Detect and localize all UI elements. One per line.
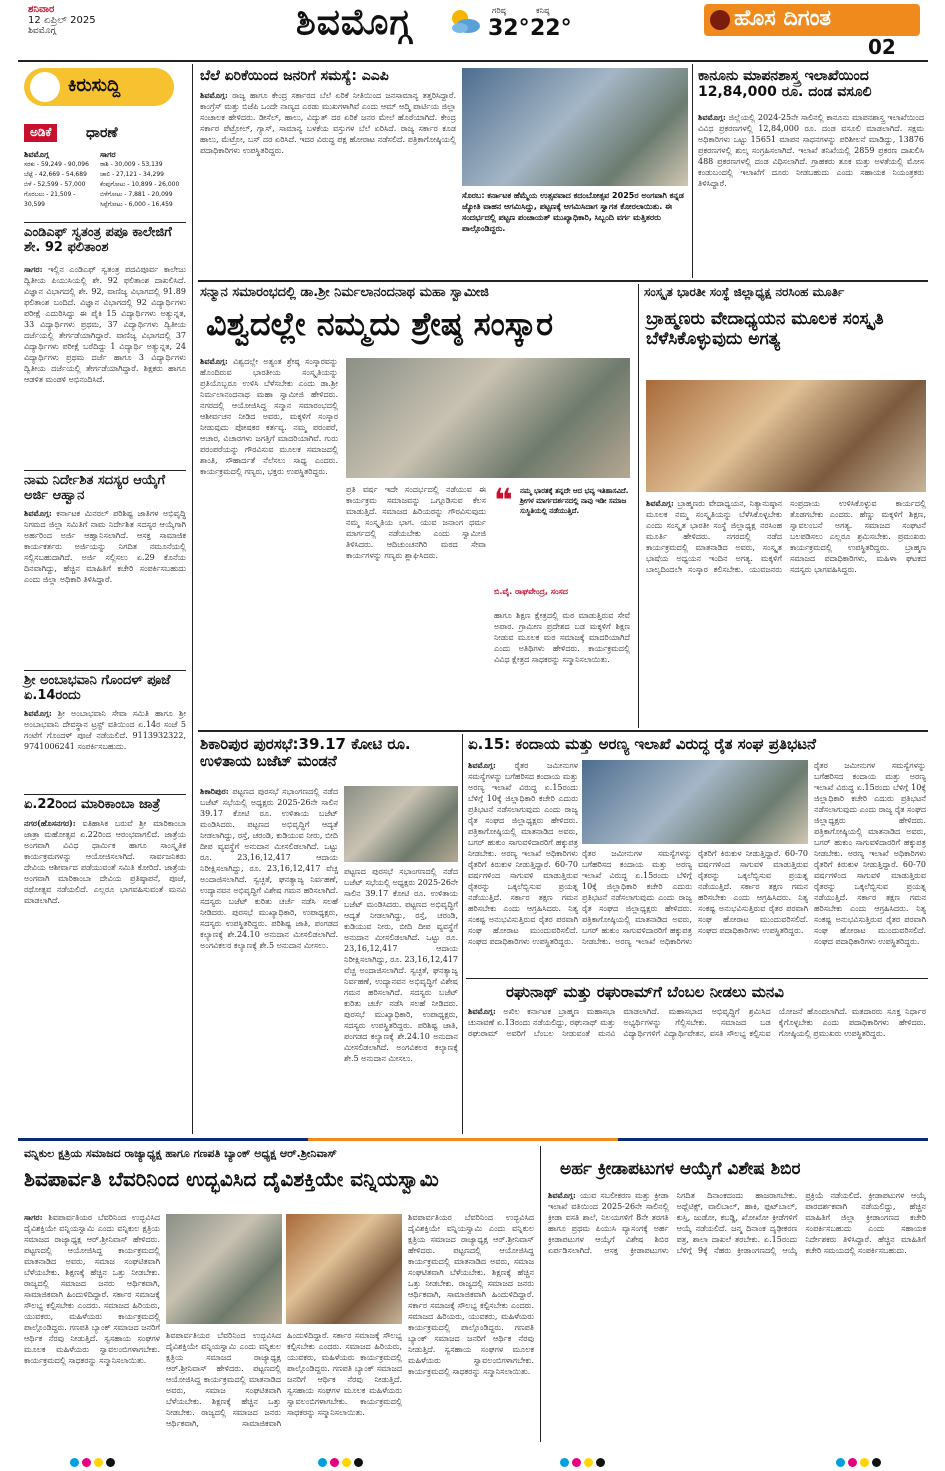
s2-text: ಜಿಲ್ಲೆಯಲ್ಲಿ 2024-25ನೇ ಸಾಲಿನಲ್ಲಿ ಕಾನೂನು ಮಾಪನಶಾಸ್ತ್ರ ಇಲಾಖೆಯಿಂದ ವಿವಿಧ ಪ್ರಕರಣಗಳಲ್ಲಿ 12,84,000 ರೂ. ದಂಡ ವಸೂಲಿ ಮಾಡಲಾಗಿದೆ. ಸಕ್ಷಮ ಅಧಿಕಾರಿಗಳು ಒಟ್ಟು 15651 ಮಾಪನ ಸಾಧನಗಳನ್ನು ಪರಿಶೀಲನೆ ಮಾಡಿದ್ದು, 13876 ಪ್ರಕರಣಗಳಲ್ಲಿ ಶುಲ್ಕ ಸಂಗ್ರಹಿಸಲಾಗಿದೆ. ಇಲಾಖೆ ತನಿಖೆಯಲ್ಲಿ 2859 ಪ್ರಕರಣ ದಾಖಲಿಸಿ 488 ಪ್ರಕರಣಗಳಲ್ಲಿ ದಂಡ ವಿಧಿಸಲಾಗಿದೆ. ಗ್ರಾಹಕರು ತೂಕ ಮತ್ತು ಅಳತೆಯಲ್ಲಿ ಮೋಸ ಕಂಡುಬಂದಲ್ಲಿ ಇಲಾಖೆಗೆ ದೂರು ನೀಡಬಹುದು ಎಂದು ಸಹಾಯಕ ನಿಯಂತ್ರಕರು ತಿಳಿಸಿದ್ದಾರೆ. [698, 113, 924, 188]
adike-header [24, 124, 174, 144]
paper-name: ಹೊಸ ದಿಗಂತ [734, 6, 832, 31]
cmyk-dot [106, 1458, 115, 1467]
sidebar-story2-place: ಶಿವಮೊಗ್ಗ: [24, 508, 52, 518]
cmyk-dot [872, 1458, 881, 1467]
masthead-date: 12 ಏಪ್ರಿಲ್ 2025 [28, 15, 96, 26]
cmyk-dot [318, 1458, 327, 1467]
farmers-place: ಶಿವಮೊಗ್ಗ: [468, 760, 496, 770]
temp-max-label: ಗರಿಷ್ಠ [492, 6, 506, 15]
masthead-title: ಶಿವಮೊಗ್ಗ [296, 2, 412, 43]
kannada-jyothi-photo [462, 68, 688, 186]
cmyk-marks-center [318, 1452, 366, 1471]
market-row: ಬಿಳೆಗೋಟು - 7,881 - 20,099 [100, 191, 173, 198]
market-row: ಸಿಪ್ಪೆಗೋಟು - 6,000 - 16,459 [100, 201, 173, 208]
partly-cloudy-icon [446, 6, 482, 36]
market-row: ರಾಶಿ - 30,009 - 53,139 [100, 161, 163, 168]
sidebar-rule [24, 794, 186, 795]
section-color-strip [308, 1138, 618, 1141]
sidebar-rule [24, 222, 186, 223]
lead-body-2 [346, 484, 486, 722]
cmyk-marks-left [70, 1452, 118, 1471]
lead-place: ಶಿವಮೊಗ್ಗ: [200, 356, 228, 366]
hand-icon [30, 72, 60, 102]
budget-place: ಶಿಕಾರಿಪುರ: [200, 786, 229, 796]
farmers-text: ರೈತರ ಜಮೀನುಗಳ ಸಮಸ್ಯೆಗಳನ್ನು ಬಗೆಹರಿಸದ ಕಂದಾಯ ಮತ್ತು ಅರಣ್ಯ ಇಲಾಖೆ ವಿರುದ್ಧ ಏ.15ರಂದು ಬೆಳಿಗ್ಗೆ 10ಕ್ಕೆ ಜಿಲ್ಲಾಧಿಕಾರಿ ಕಚೇರಿ ಎದುರು ಪ್ರತಿಭಟನೆ ನಡೆಸಲಾಗುವುದು ಎಂದು ರಾಜ್ಯ ರೈತ ಸಂಘದ ಜಿಲ್ಲಾಧ್ಯಕ್ಷರು ಹೇಳಿದರು. ಪತ್ರಿಕಾಗೋಷ್ಠಿಯಲ್ಲಿ ಮಾತನಾಡಿದ ಅವರು, ಬಗರ್ ಹುಕುಂ ಸಾಗುವಳಿದಾರರಿಗೆ ಹಕ್ಕುಪತ್ರ ನೀಡಬೇಕು. ಅರಣ್ಯ ಇಲಾಖೆ ಅಧಿಕಾರಿಗಳು ರೈತರಿಗೆ ಕಿರುಕುಳ ನೀಡುತ್ತಿದ್ದಾರೆ. 60-70 ವರ್ಷಗಳಿಂದ ಸಾಗುವಳಿ ಮಾಡುತ್ತಿರುವ ರೈತರನ್ನು ಒಕ್ಕಲೆಬ್ಬಿಸುವ ಪ್ರಯತ್ನ ನಡೆಯುತ್ತಿದೆ. ಸರ್ಕಾರ ತಕ್ಷಣ ಗಮನ ಹರಿಸಬೇಕು ಎಂದು ಆಗ್ರಹಿಸಿದರು. ನಿತ್ಯ ಸಂಕಷ್ಟ ಅನುಭವಿಸುತ್ತಿರುವ ರೈತರ ಪರವಾಗಿ ಸಂಘ ಹೋರಾಟ ಮುಂದುವರಿಸಲಿದೆ. ಸಂಘದ ಪದಾಧಿಕಾರಿಗಳು ಉಪಸ್ಥಿತರಿದ್ದರು. [468, 761, 578, 946]
sidebar-story4-place: ನಗರ(ಹೊಸನಗರ): [24, 818, 76, 828]
brahmin-kicker: ಸಂಸ್ಕೃತ ಭಾರತೀ ಸಂಸ್ಥೆ ಜಿಲ್ಲಾಧ್ಯಕ್ಷ ನರಸಿಂಹ ಮೂರ್ತಿ [644, 285, 845, 299]
cmyk-dot [354, 1458, 363, 1467]
budget-headline: ಶಿಕಾರಿಪುರ ಪುರಸಭೆ:39.17 ಕೋಟಿ ರೂ. ಉಳಿತಾಯ ಬಜೆಟ್ ಮಂಡನೆ [200, 735, 411, 771]
vanniyar-text: ಶಿವಪಾರ್ವತಿಯರ ಬೆವರಿನಿಂದ ಉದ್ಭವಿಸಿದ ದೈವಿಶಕ್ತಿಯೇ ವನ್ನಿಯಸ್ವಾಮಿ ಎಂದು ವನ್ನಿಕುಲ ಕ್ಷತ್ರಿಯ ಸಮಾಜದ ರಾಜ್ಯಾಧ್ಯಕ್ಷ ಆರ್.ಶ್ರೀನಿವಾಸ್ ಹೇಳಿದರು. ಪಟ್ಟಣದಲ್ಲಿ ಆಯೋಜಿಸಿದ್ದ ಕಾರ್ಯಕ್ರಮದಲ್ಲಿ ಮಾತನಾಡಿದ ಅವರು, ಸಮಾಜ ಸಂಘಟಿತವಾಗಿ ಬೆಳೆಯಬೇಕು. ಶಿಕ್ಷಣಕ್ಕೆ ಹೆಚ್ಚಿನ ಒತ್ತು ನೀಡಬೇಕು. ರಾಜ್ಯದಲ್ಲಿ ಸಮಾಜದ ಜನರು ಆರ್ಥಿಕವಾಗಿ, ಸಾಮಾಜಿಕವಾಗಿ ಹಿಂದುಳಿದಿದ್ದಾರೆ. ಸರ್ಕಾರ ಸಮಾಜಕ್ಕೆ ಸೌಲಭ್ಯ ಕಲ್ಪಿಸಬೇಕು ಎಂದರು. ಸಮಾಜದ ಹಿರಿಯರು, ಯುವಕರು, ಮಹಿಳೆಯರು ಕಾರ್ಯಕ್ರಮದಲ್ಲಿ ಪಾಲ್ಗೊಂಡಿದ್ದರು. ಗಣಪತಿ ಬ್ಯಾಂಕ್ ಸಮಾಜದ ಜನರಿಗೆ ಆರ್ಥಿಕ ನೆರವು ನೀಡುತ್ತಿದೆ. ಸ್ವಸಹಾಯ ಸಂಘಗಳ ಮೂಲಕ ಮಹಿಳೆಯರು ಸ್ವಾವಲಂಬಿಗಳಾಗಬೇಕು. ಕಾರ್ಯಕ್ರಮದಲ್ಲಿ ಸಾಧಕರನ್ನು ಸನ್ಮಾನಿಸಲಾಯಿತು. [24, 1213, 160, 1365]
adike-label: ಅಡಿಕೆ [24, 124, 57, 142]
vanniyar-kicker: ವನ್ನಿಕುಲ ಕ್ಷತ್ರಿಯ ಸಮಾಜದ ರಾಜ್ಯಾಧ್ಯಕ್ಷ ಹಾಗೂ ಗಣಪತಿ ಬ್ಯಾಂಕ್ ಅಧ್ಯಕ್ಷ ಆರ್.ಶ್ರೀನಿವಾಸ್ [24, 1147, 337, 1160]
lead-quote-box [494, 481, 630, 606]
s1-headline: ಬೆಲೆ ಏರಿಕೆಯಿಂದ ಜನರಿಗೆ ಸಮಸ್ಯೆ: ಎಎಪಿ [200, 68, 389, 84]
lead-text-2: ಪ್ರತಿ ವರ್ಷ ಇದೇ ಸಂದರ್ಭದಲ್ಲಿ ನಡೆಯುವ ಈ ಕಾರ್ಯಕ್ರಮ ಸಮಾಜವನ್ನು ಒಗ್ಗೂಡಿಸುವ ಕೆಲಸ ಮಾಡುತ್ತಿದೆ. ಸಮಾಜದ ಹಿರಿಯರನ್ನು ಗೌರವಿಸುವುದು ನಮ್ಮ ಸಂಸ್ಕೃತಿಯ ಭಾಗ. ಯುವ ಜನಾಂಗ ಧರ್ಮ ಮಾರ್ಗದಲ್ಲಿ ನಡೆಯಬೇಕು ಎಂದು ಸ್ವಾಮೀಜಿ ತಿಳಿಸಿದರು. ಆದಿಚುಂಚನಗಿರಿ ಮಠದ ಸೇವಾ ಕಾರ್ಯಗಳನ್ನು ಗಣ್ಯರು ಶ್ಲಾಘಿಸಿದರು. [346, 485, 486, 560]
column-divider [692, 64, 693, 278]
brahmin-text: ಬ್ರಾಹ್ಮಣರು ವೇದಾಧ್ಯಯನ, ನಿತ್ಯಾನುಷ್ಠಾನ ಮೂಲಕ ನಮ್ಮ ಸಂಸ್ಕೃತಿಯನ್ನು ಬೆಳೆಸಿಕೊಳ್ಳಬೇಕು ಎಂದು ಸಂಸ್ಕೃತ ಭಾರತೀ ಸಂಸ್ಥೆ ಜಿಲ್ಲಾಧ್ಯಕ್ಷ ನರಸಿಂಹ ಮೂರ್ತಿ ಹೇಳಿದರು. ನಗರದಲ್ಲಿ ನಡೆದ ಕಾರ್ಯಕ್ರಮದಲ್ಲಿ ಮಾತನಾಡಿದ ಅವರು, ಸಂಸ್ಕೃತ ಭಾಷೆಯ ಅಧ್ಯಯನ ಇಂದಿನ ಅಗತ್ಯ. ಮಕ್ಕಳಿಗೆ ಬಾಲ್ಯದಿಂದಲೇ ಸಂಸ್ಕಾರ ಕಲಿಸಬೇಕು. ಯುವಜನರು ಸಂಪ್ರದಾಯ ಉಳಿಸಿಕೊಳ್ಳುವ ಕಾರ್ಯದಲ್ಲಿ ತೊಡಗಬೇಕು ಎಂದರು. ಹೆಣ್ಣು ಮಕ್ಕಳಿಗೆ ಶಿಕ್ಷಣ, ಸ್ವಾವಲಂಬನೆ ಅಗತ್ಯ. ಸಮಾಜದ ಸಂಘಟನೆ ಬಲಪಡಿಸಲು ಎಲ್ಲರೂ ಶ್ರಮಿಸಬೇಕು. ಪ್ರಮುಖರು ಕಾರ್ಯಕ್ರಮದಲ್ಲಿ ಉಪಸ್ಥಿತರಿದ್ದರು. ಬ್ರಾಹ್ಮಣ ಸಮಾಜದ ಪದಾಧಿಕಾರಿಗಳು, ಮಹಿಳಾ ಘಟಕದ ಸದಸ್ಯರು ಭಾಗವಹಿಸಿದ್ದರು. [646, 499, 926, 574]
farmers-photo [582, 760, 808, 844]
market2-name: ಸಾಗರ [100, 150, 116, 159]
paper-logo [704, 4, 920, 36]
cmyk-dot [94, 1458, 103, 1467]
lead-headline: ವಿಶ್ವದಲ್ಲೇ ನಮ್ಮದು ಶ್ರೇಷ್ಠ ಸಂಸ್ಕಾರ [206, 305, 554, 343]
sidebar-story1-headline: ಎಂಡಿಎಫ್ ಸ್ವತಂತ್ರ ಪಪೂ ಕಾಲೇಜಿಗೆ ಶೇ. 92 ಫಲಿತಾಂಶ [24, 225, 172, 255]
sports-place: ಶಿವಮೊಗ್ಗ: [548, 1190, 576, 1200]
sidebar-story3-text: ಶ್ರೀ ಅಂಬಾಭವಾನಿ ಸೇವಾ ಸಮಿತಿ ಹಾಗೂ ಶ್ರೀ ಅಂಬಾಭವಾನಿ ದೇವಸ್ಥಾನ ಟ್ರಸ್ಟ್ ವತಿಯಿಂದ ಏ.14ರ ಸಂಜೆ 5 ಗಂಟೆಗೆ ಗೊಂದಳ್ ಪೂಜೆ ನಡೆಯಲಿದೆ. 9113932322, 9741006241 ಸಂಪರ್ಕಿಸಬಹುದು. [24, 709, 186, 751]
sidebar-story2-headline: ನಾಮ ನಿರ್ದೇಶಿತ ಸದಸ್ಯರ ಆಯ್ಕೆಗೆ ಅರ್ಜಿ ಆಹ್ವಾನ [24, 473, 166, 503]
sidebar-story3-headline: ಶ್ರೀ ಅಂಬಾಭವಾನಿ ಗೊಂದಳ್ ಪೂಜೆ ಏ.14ರಂದು [24, 673, 171, 703]
farmers-headline: ಏ.15: ಕಂದಾಯ ಮತ್ತು ಅರಣ್ಯ ಇಲಾಖೆ ವಿರುದ್ಧ ರೈತ ಸಂಘ ಪ್ರತಿಭಟನೆ [468, 735, 816, 753]
section-rule [198, 280, 928, 282]
sidebar-story2-text: ಕರ್ನಾಟಕ ಮಿನರಲ್ ಪರಿಶಿಷ್ಟ ಜಾತಿಗಳ ಅಭಿವೃದ್ಧಿ ನಿಗಮದ ಜಿಲ್ಲಾ ಸಮಿತಿಗೆ ನಾಮ ನಿರ್ದೇಶಿತ ಸದಸ್ಯರ ಆಯ್ಕೆಗಾಗಿ ಅರ್ಹರಿಂದ ಅರ್ಜಿ ಆಹ್ವಾನಿಸಲಾಗಿದೆ. ಆಸಕ್ತ ಸಾಮಾಜಿಕ ಕಾರ್ಯಕರ್ತರು ಅರ್ಜಿಯನ್ನು ನಿಗದಿತ ನಮೂನೆಯಲ್ಲಿ ಸಲ್ಲಿಸಬಹುದಾಗಿದೆ. ಅರ್ಜಿ ಸಲ್ಲಿಸಲು ಏ.29 ಕೊನೆಯ ದಿನವಾಗಿದ್ದು, ಹೆಚ್ಚಿನ ಮಾಹಿತಿಗೆ ಕಚೇರಿ ಸಂಪರ್ಕಿಸಬಹುದು ಎಂದು ಜಿಲ್ಲಾ ಅಧಿಕಾರಿ ತಿಳಿಸಿದ್ದಾರೆ. [24, 509, 186, 584]
budget-text-2: ಪಟ್ಟಣದ ಪುರಸಭೆ ಸಭಾಂಗಣದಲ್ಲಿ ನಡೆದ ಬಜೆಟ್ ಸಭೆಯಲ್ಲಿ ಅಧ್ಯಕ್ಷರು 2025-26ನೇ ಸಾಲಿನ 39.17 ಕೋಟಿ ರೂ. ಉಳಿತಾಯ ಬಜೆಟ್ ಮಂಡಿಸಿದರು. ಪಟ್ಟಣದ ಅಭಿವೃದ್ಧಿಗೆ ಆದ್ಯತೆ ನೀಡಲಾಗಿದ್ದು, ರಸ್ತೆ, ಚರಂಡಿ, ಕುಡಿಯುವ ನೀರು, ಬೀದಿ ದೀಪ ವ್ಯವಸ್ಥೆಗೆ ಅನುದಾನ ಮೀಸಲಿಡಲಾಗಿದೆ. ಒಟ್ಟು ರೂ. 23,16,12,417 ಆದಾಯ ನಿರೀಕ್ಷಿಸಲಾಗಿದ್ದು, ರೂ. 23,16,12,417 ವೆಚ್ಚ ಅಂದಾಜಿಸಲಾಗಿದೆ. ಸ್ವಚ್ಛತೆ, ಘನತ್ಯಾಜ್ಯ ನಿರ್ವಹಣೆ, ಉದ್ಯಾನವನ ಅಭಿವೃದ್ಧಿಗೆ ವಿಶೇಷ ಗಮನ ಹರಿಸಲಾಗಿದೆ. ಸದಸ್ಯರು ಬಜೆಟ್ ಕುರಿತು ಚರ್ಚೆ ನಡೆಸಿ ಸಲಹೆ ನೀಡಿದರು. ಪುರಸಭೆ ಮುಖ್ಯಾಧಿಕಾರಿ, ಉಪಾಧ್ಯಕ್ಷರು, ಸದಸ್ಯರು ಉಪಸ್ಥಿತರಿದ್ದರು. ಪರಿಶಿಷ್ಟ ಜಾತಿ, ಪಂಗಡದ ಕಲ್ಯಾಣಕ್ಕೆ ಶೇ.24.10 ಅನುದಾನ ಮೀಸಲಿಡಲಾಗಿದೆ. ಅಂಗವಿಕಲರ ಕಲ್ಯಾಣಕ್ಕೆ ಶೇ.5 ಅನುದಾನ ಮೀಸಲು. [344, 867, 458, 1063]
column-divider [462, 734, 463, 1134]
vanniyar-headline: ಶಿವಪಾರ್ವತಿ ಬೆವರಿನಿಂದ ಉದ್ಭವಿಸಿದ ದೈವಿಶಕ್ತಿಯೇ ವನ್ನಿಯಸ್ವಾಮಿ [24, 1167, 439, 1191]
masthead-day: ಶನಿವಾರ [28, 4, 55, 15]
s1-place: ಶಿವಮೊಗ್ಗ: [200, 90, 228, 100]
lead-quote-author: ಬಿ.ವೈ. ರಾಘವೇಂದ್ರ, ಸಂಸದ [494, 587, 568, 596]
market-row: ಕೆಂಪುಗೋಟು - 10,899 - 26,000 [100, 181, 180, 188]
budget-body [200, 786, 338, 1126]
budget-photo [344, 786, 458, 862]
temp-min-label: ಕನಿಷ್ಠ [536, 6, 550, 15]
column-divider [638, 284, 639, 728]
sidebar-story1-text: ಇಲ್ಲಿನ ಎಂಡಿಎಫ್ ಸ್ವತಂತ್ರ ಪದವಿಪೂರ್ವ ಕಾಲೇಜು ದ್ವಿತೀಯ ಪಿಯುಸಿಯಲ್ಲಿ ಶೇ. 92 ಫಲಿತಾಂಶ ದಾಖಲಿಸಿದೆ. ವಿಜ್ಞಾನ ವಿಭಾಗದಲ್ಲಿ ಶೇ. 92, ವಾಣಿಜ್ಯ ವಿಭಾಗದಲ್ಲಿ 91.89 ಫಲಿತಾಂಶ ಬಂದಿದೆ. ವಿಜ್ಞಾನ ವಿಭಾಗದಲ್ಲಿ 92 ವಿದ್ಯಾರ್ಥಿಗಳು ಪರೀಕ್ಷೆ ಎದುರಿಸಿದ್ದು ಈ ಪೈಕಿ 15 ವಿದ್ಯಾರ್ಥಿಗಳು ಅತ್ಯುನ್ನತ, 33 ವಿದ್ಯಾರ್ಥಿಗಳು ಪ್ರಥಮ, 37 ವಿದ್ಯಾರ್ಥಿಗಳು ದ್ವಿತೀಯ ದರ್ಜೆಯಲ್ಲಿ ತೇರ್ಗಡೆಯಾಗಿದ್ದಾರೆ. ವಾಣಿಜ್ಯ ವಿಭಾಗದಲ್ಲಿ 37 ವಿದ್ಯಾರ್ಥಿಗಳು ಪರೀಕ್ಷೆ ಬರೆದಿದ್ದು 1 ವಿದ್ಯಾರ್ಥಿ ಅತ್ಯುನ್ನತ, 24 ವಿದ್ಯಾರ್ಥಿಗಳು ಪ್ರಥಮ ದರ್ಜೆ ಹಾಗೂ 3 ವಿದ್ಯಾರ್ಥಿಗಳು ದ್ವಿತೀಯ ದರ್ಜೆಯಲ್ಲಿ ತೇರ್ಗಡೆಯಾಗಿದ್ದಾರೆ. ಶಿಕ್ಷಕರು ಹಾಗೂ ಆಡಳಿತ ಮಂಡಳಿ ಅಭಿನಂದಿಸಿದೆ. [24, 265, 186, 384]
cmyk-marks-right [560, 1452, 608, 1471]
cmyk-dot [572, 1458, 581, 1467]
column-divider [192, 64, 193, 1134]
sidebar-story4-text: ಐತಿಹಾಸಿಕ ಬರುವೆ ಶ್ರೀ ಮಾರಿಕಾಂಬಾ ಜಾತ್ರಾ ಮಹೋತ್ಸವ ಏ.22ರಿಂದ ಆರಂಭವಾಗಲಿದೆ. ಜಾತ್ರೆಯ ಅಂಗವಾಗಿ ವಿವಿಧ ಧಾರ್ಮಿಕ ಹಾಗೂ ಸಾಂಸ್ಕೃತಿಕ ಕಾರ್ಯಕ್ರಮಗಳನ್ನು ಆಯೋಜಿಸಲಾಗಿದೆ. ಸಾರ್ವಜನಿಕರು ದೇವಿಯ ಆಶೀರ್ವಾದ ಪಡೆಯುವಂತೆ ಸಮಿತಿ ಕೋರಿದೆ. ಜಾತ್ರೆಯ ಅಂಗವಾಗಿ ಮಾರಿಕಾಂಬಾ ದೇವಿಯ ಪ್ರತಿಷ್ಠಾಪನೆ, ಪೂಜೆ, ರಥೋತ್ಸವ ನಡೆಯಲಿದೆ. ಎಲ್ಲರೂ ಭಾಗವಹಿಸುವಂತೆ ಮನವಿ ಮಾಡಲಾಗಿದೆ. [24, 819, 186, 905]
kirusuddi-banner [24, 68, 174, 106]
s1-body [200, 90, 456, 276]
masthead-date-block [28, 4, 188, 36]
s1-photo-caption: ಸೊರಬ: ಕರ್ನಾಟಕ ಹೆಮ್ಮೆಯ ಉತ್ಸವವಾದ ಕದಂಬೋತ್ಸವ 2025ರ ಅಂಗವಾಗಿ ಕನ್ನಡ ಜ್ಯೋತಿ ವಾಹನ ಆಗಮಿಸಿದ್ದು, ಪಟ್ಟಣಕ್ಕೆ ಆಗಮಿಸಿದಾಗ ಸ್ವಾಗತ ಕೋರಲಾಯಿತು. ಈ ಸಂದರ್ಭದಲ್ಲಿ ಪಟ್ಟಣ ಪಂಚಾಯತ್ ಮುಖ್ಯಾಧಿಕಾರಿ, ಸಿಬ್ಬಂದಿ ವರ್ಗ ಮತ್ತಿತರರು ಪಾಲ್ಗೊಂಡಿದ್ದರು. [462, 191, 684, 233]
masthead [0, 0, 945, 60]
section-rule [466, 978, 928, 979]
sidebar-story1-body [24, 264, 186, 464]
vanniyar-place: ಸಾಗರ: [24, 1212, 43, 1222]
sidebar-story4-headline: ಏ.22ರಿಂದ ಮಾರಿಕಾಂಬಾ ಜಾತ್ರೆ [24, 797, 161, 812]
sports-headline: ಅರ್ಹ ಕ್ರೀಡಾಪಟುಗಳ ಆಯ್ಕೆಗೆ ವಿಶೇಷ ಶಿಬಿರ [560, 1159, 801, 1179]
market-row: ಸರಕು - 59,249 - 90,096 [24, 161, 89, 168]
farmers-text-3: ರೈತರ ಜಮೀನುಗಳ ಸಮಸ್ಯೆಗಳನ್ನು ಬಗೆಹರಿಸದ ಕಂದಾಯ ಮತ್ತು ಅರಣ್ಯ ಇಲಾಖೆ ವಿರುದ್ಧ ಏ.15ರಂದು ಬೆಳಿಗ್ಗೆ 10ಕ್ಕೆ ಜಿಲ್ಲಾಧಿಕಾರಿ ಕಚೇರಿ ಎದುರು ಪ್ರತಿಭಟನೆ ನಡೆಸಲಾಗುವುದು ಎಂದು ರಾಜ್ಯ ರೈತ ಸಂಘದ ಜಿಲ್ಲಾಧ್ಯಕ್ಷರು ಹೇಳಿದರು. ಪತ್ರಿಕಾಗೋಷ್ಠಿಯಲ್ಲಿ ಮಾತನಾಡಿದ ಅವರು, ಬಗರ್ ಹುಕುಂ ಸಾಗುವಳಿದಾರರಿಗೆ ಹಕ್ಕುಪತ್ರ ನೀಡಬೇಕು. ಅರಣ್ಯ ಇಲಾಖೆ ಅಧಿಕಾರಿಗಳು ರೈತರಿಗೆ ಕಿರುಕುಳ ನೀಡುತ್ತಿದ್ದಾರೆ. 60-70 ವರ್ಷಗಳಿಂದ ಸಾಗುವಳಿ ಮಾಡುತ್ತಿರುವ ರೈತರನ್ನು ಒಕ್ಕಲೆಬ್ಬಿಸುವ ಪ್ರಯತ್ನ ನಡೆಯುತ್ತಿದೆ. ಸರ್ಕಾರ ತಕ್ಷಣ ಗಮನ ಹರಿಸಬೇಕು ಎಂದು ಆಗ್ರಹಿಸಿದರು. ನಿತ್ಯ ಸಂಕಷ್ಟ ಅನುಭವಿಸುತ್ತಿರುವ ರೈತರ ಪರವಾಗಿ ಸಂಘ ಹೋರಾಟ ಮುಂದುವರಿಸಲಿದೆ. ಸಂಘದ ಪದಾಧಿಕಾರಿಗಳು ಉಪಸ್ಥಿತರಿದ್ದರು. [814, 761, 926, 946]
masthead-rule [18, 60, 928, 62]
brahmin-body [646, 498, 926, 722]
s2-body [698, 112, 924, 276]
market-row: ಬಿಳೆ - 52,599 - 57,000 [24, 181, 86, 188]
raghunath-text: ಅಖಿಲ ಕರ್ನಾಟಕ ಬ್ರಾಹ್ಮಣ ಮಹಾಸಭಾ ಚುನಾವಣೆ ಏ.13ರಂದು ನಡೆಯಲಿದ್ದು, ರಘುನಾಥ್ ಮತ್ತು ರಘುರಾಮ್ ಅವರಿಗೆ ಬೆಂಬಲ ನೀಡುವಂತೆ ಮನವಿ ಮಾಡಲಾಗಿದೆ. ಮಹಾಸಭಾದ ಅಭಿವೃದ್ಧಿಗೆ ಶ್ರಮಿಸಿದ ಅಭ್ಯರ್ಥಿಗಳನ್ನು ಗೆಲ್ಲಿಸಬೇಕು. ಸಮಾಜದ ಬಡ ವಿದ್ಯಾರ್ಥಿಗಳಿಗೆ ವಿದ್ಯಾರ್ಥಿವೇತನ, ವಸತಿ ಸೌಲಭ್ಯ ಕಲ್ಪಿಸುವ ಯೋಜನೆ ಹೊಂದಲಾಗಿದೆ. ಮತದಾರರು ಸೂಕ್ತ ನಿರ್ಧಾರ ಕೈಗೊಳ್ಳಬೇಕು ಎಂದು ಪದಾಧಿಕಾರಿಗಳು ಹೇಳಿದರು. ಗೋಷ್ಠಿಯಲ್ಲಿ ಪ್ರಮುಖರು ಉಪಸ್ಥಿತರಿದ್ದರು. [468, 1007, 926, 1038]
market-shivamogga [24, 150, 96, 210]
vanniyar-photo-2 [286, 1214, 402, 1324]
cmyk-dot [596, 1458, 605, 1467]
budget-body-2 [344, 866, 458, 1126]
lead-text-1: ವಿಶ್ವದಲ್ಲೇ ಅತ್ಯಂತ ಶ್ರೇಷ್ಠ ಸಂಸ್ಕಾರವನ್ನು ಹೊಂದಿರುವ ಭಾರತೀಯ ಸಂಸ್ಕೃತಿಯನ್ನು ಪ್ರತಿಯೊಬ್ಬರೂ ಉಳಿಸಿ ಬೆಳೆಸಬೇಕು ಎಂದು ಡಾ.ಶ್ರೀ ನಿರ್ಮಲಾನಂದನಾಥ ಮಹಾ ಸ್ವಾಮೀಜಿ ಹೇಳಿದರು. ನಗರದಲ್ಲಿ ಆಯೋಜಿಸಿದ್ದ ಸನ್ಮಾನ ಸಮಾರಂಭದಲ್ಲಿ ಆಶೀರ್ವಚನ ನೀಡಿದ ಅವರು, ಮಕ್ಕಳಿಗೆ ಸಂಸ್ಕಾರ ನೀಡುವುದು ಪೋಷಕರ ಕರ್ತವ್ಯ. ನಮ್ಮ ಪರಂಪರೆ, ಆಚಾರ, ವಿಚಾರಗಳು ಜಗತ್ತಿಗೆ ಮಾದರಿಯಾಗಿವೆ. ಗುರು ಪರಂಪರೆಯನ್ನು ಗೌರವಿಸುವ ಮೂಲಕ ಸಮಾಜದಲ್ಲಿ ಶಾಂತಿ, ಸೌಹಾರ್ದತೆ ನೆಲೆಸಲು ಸಾಧ್ಯ ಎಂದರು. ಕಾರ್ಯಕ್ರಮದಲ್ಲಿ ಗಣ್ಯರು, ಭಕ್ತರು ಉಪಸ್ಥಿತರಿದ್ದರು. [200, 357, 338, 476]
kirusuddi-label: ಕಿರುಸುದ್ದಿ [68, 75, 121, 96]
cmyk-dot [70, 1458, 79, 1467]
lead-kicker: ಸನ್ಮಾನ ಸಮಾರಂಭದಲ್ಲಿ ಡಾ.ಶ್ರೀ ನಿರ್ಮಲಾನಂದನಾಥ ಮಹಾ ಸ್ವಾಮೀಜಿ [200, 285, 489, 300]
lamp-icon [710, 10, 730, 30]
sidebar-story3-body [24, 708, 186, 790]
sidebar-story3-place: ಶಿವಮೊಗ್ಗ: [24, 708, 52, 718]
market-sagara [100, 150, 184, 210]
sidebar-story1-place: ಸಾಗರ: [24, 264, 43, 274]
cmyk-dot [82, 1458, 91, 1467]
raghunath-place: ಶಿವಮೊಗ್ಗ: [468, 1006, 496, 1016]
sidebar-rule [24, 670, 186, 671]
quote-mark-icon: ❝ [494, 481, 513, 519]
farmers-body [468, 760, 578, 972]
vanniyar-body-2 [166, 1330, 402, 1442]
lead-body-1 [200, 356, 338, 722]
cmyk-dot [836, 1458, 845, 1467]
cmyk-dot [330, 1458, 339, 1467]
farmers-body-3 [814, 760, 926, 972]
s2-place: ಶಿವಮೊಗ್ಗ: [698, 112, 726, 122]
market-row: ಚಾಲಿ - 27,121 - 34,299 [100, 171, 164, 178]
section-color-strip [618, 1138, 928, 1141]
vanniyar-body [24, 1212, 160, 1442]
cmyk-dot [860, 1458, 869, 1467]
sports-body [548, 1190, 926, 1442]
cmyk-dot [342, 1458, 351, 1467]
lead-body-3 [494, 610, 630, 722]
dharane-label: ಧಾರಣೆ [86, 125, 118, 141]
section-color-strip [18, 1138, 308, 1141]
column-divider [540, 1146, 541, 1442]
temp-min: 22° [530, 16, 572, 41]
raghunath-body [468, 1006, 926, 1130]
market-row: ಗೊರಬಲು - 21,509 - 30,599 [24, 191, 76, 208]
cmyk-dot [560, 1458, 569, 1467]
s2-headline: ಕಾನೂನು ಮಾಪನಶಾಸ್ತ್ರ ಇಲಾಖೆಯಿಂದ 12,84,000 ರೂ. ದಂಡ ವಸೂಲಿ [698, 68, 872, 101]
brahmin-place: ಶಿವಮೊಗ್ಗ: [646, 498, 674, 508]
vanniyar-text-2: ಶಿವಪಾರ್ವತಿಯರ ಬೆವರಿನಿಂದ ಉದ್ಭವಿಸಿದ ದೈವಿಶಕ್ತಿಯೇ ವನ್ನಿಯಸ್ವಾಮಿ ಎಂದು ವನ್ನಿಕುಲ ಕ್ಷತ್ರಿಯ ಸಮಾಜದ ರಾಜ್ಯಾಧ್ಯಕ್ಷ ಆರ್.ಶ್ರೀನಿವಾಸ್ ಹೇಳಿದರು. ಪಟ್ಟಣದಲ್ಲಿ ಆಯೋಜಿಸಿದ್ದ ಕಾರ್ಯಕ್ರಮದಲ್ಲಿ ಮಾತನಾಡಿದ ಅವರು, ಸಮಾಜ ಸಂಘಟಿತವಾಗಿ ಬೆಳೆಯಬೇಕು. ಶಿಕ್ಷಣಕ್ಕೆ ಹೆಚ್ಚಿನ ಒತ್ತು ನೀಡಬೇಕು. ರಾಜ್ಯದಲ್ಲಿ ಸಮಾಜದ ಜನರು ಆರ್ಥಿಕವಾಗಿ, ಸಾಮಾಜಿಕವಾಗಿ ಹಿಂದುಳಿದಿದ್ದಾರೆ. ಸರ್ಕಾರ ಸಮಾಜಕ್ಕೆ ಸೌಲಭ್ಯ ಕಲ್ಪಿಸಬೇಕು ಎಂದರು. ಸಮಾಜದ ಹಿರಿಯರು, ಯುವಕರು, ಮಹಿಳೆಯರು ಕಾರ್ಯಕ್ರಮದಲ್ಲಿ ಪಾಲ್ಗೊಂಡಿದ್ದರು. ಗಣಪತಿ ಬ್ಯಾಂಕ್ ಸಮಾಜದ ಜನರಿಗೆ ಆರ್ಥಿಕ ನೆರವು ನೀಡುತ್ತಿದೆ. ಸ್ವಸಹಾಯ ಸಂಘಗಳ ಮೂಲಕ ಮಹಿಳೆಯರು ಸ್ವಾವಲಂಬಿಗಳಾಗಬೇಕು. ಕಾರ್ಯಕ್ರಮದಲ್ಲಿ ಸಾಧಕರನ್ನು ಸನ್ಮಾನಿಸಲಾಯಿತು. [166, 1331, 402, 1428]
market1-name: ಶಿವಮೊಗ್ಗ [24, 150, 49, 159]
brahmin-photo [646, 380, 926, 492]
vanniyar-photo-1 [166, 1214, 282, 1324]
farmers-body-2 [582, 848, 808, 972]
sidebar-story2-body [24, 508, 186, 666]
sports-text: ಯುವ ಸಬಲೀಕರಣ ಮತ್ತು ಕ್ರೀಡಾ ಇಲಾಖೆ ವತಿಯಿಂದ 2025-26ನೇ ಸಾಲಿನಲ್ಲಿ ಕ್ರೀಡಾ ವಸತಿ ಶಾಲೆ, ನಿಲಯಗಳಿಗೆ 8ನೇ ತರಗತಿ ಹಾಗೂ ಪ್ರಥಮ ಪಿಯುಸಿ ವ್ಯಾಸಂಗಕ್ಕೆ ಅರ್ಹ ಕ್ರೀಡಾಪಟುಗಳ ಆಯ್ಕೆಗೆ ವಿಶೇಷ ಶಿಬಿರ ಏರ್ಪಡಿಸಲಾಗಿದೆ. ಆಸಕ್ತ ಕ್ರೀಡಾಪಟುಗಳು ನಿಗದಿತ ದಿನಾಂಕದಂದು ಹಾಜರಾಗಬೇಕು. ಅಥ್ಲೆಟಿಕ್ಸ್, ವಾಲಿಬಾಲ್, ಹಾಕಿ, ಫುಟ್‌ಬಾಲ್, ಕುಸ್ತಿ, ಜುಡೋ, ಕಬಡ್ಡಿ, ಖೋಖೋ ಕ್ರೀಡೆಗಳಿಗೆ ಆಯ್ಕೆ ನಡೆಯಲಿದೆ. ಜನ್ಮ ದಿನಾಂಕ ದೃಢೀಕರಣ ಪತ್ರ, ಶಾಲಾ ದಾಖಲೆ ತರಬೇಕು. ಏ.15ರಂದು ಬೆಳಿಗ್ಗೆ 9ಕ್ಕೆ ನೆಹರು ಕ್ರೀಡಾಂಗಣದಲ್ಲಿ ಆಯ್ಕೆ ಪ್ರಕ್ರಿಯೆ ನಡೆಯಲಿದೆ. ಕ್ರೀಡಾಪಟುಗಳ ಆಯ್ಕೆ ಪಾರದರ್ಶಕವಾಗಿ ನಡೆಯಲಿದ್ದು, ಹೆಚ್ಚಿನ ಮಾಹಿತಿಗೆ ಜಿಲ್ಲಾ ಕ್ರೀಡಾಂಗಣದ ಕಚೇರಿ ಸಂಪರ್ಕಿಸಬಹುದು ಎಂದು ಸಹಾಯಕ ನಿರ್ದೇಶಕರು ತಿಳಿಸಿದ್ದಾರೆ. ಹೆಚ್ಚಿನ ಮಾಹಿತಿಗೆ ಕಚೇರಿ ಸಮಯದಲ್ಲಿ ಸಂಪರ್ಕಿಸಬಹುದು. [548, 1191, 926, 1255]
temp-max: 32° [488, 16, 530, 41]
s1-text: ರಾಜ್ಯ ಹಾಗೂ ಕೇಂದ್ರ ಸರ್ಕಾರದ ಬೆಲೆ ಏರಿಕೆ ನೀತಿಯಿಂದ ಜನಸಾಮಾನ್ಯ ತತ್ತರಿಸಿದ್ದಾರೆ. ಕಾಂಗ್ರೆಸ್ ಮತ್ತು ಬಿಜೆಪಿ ಒಂದೇ ನಾಣ್ಯದ ಎರಡು ಮುಖಗಳಾಗಿವೆ ಎಂದು ಆಮ್ ಆದ್ಮಿ ಪಾರ್ಟಿಯ ಜಿಲ್ಲಾ ಸಂಚಾಲಕ ಹೇಳಿದರು. ಡೀಸೆಲ್, ಹಾಲು, ವಿದ್ಯುತ್ ದರ ಏರಿಕೆ ಜನರ ಮೇಲೆ ಹೊರೆಯಾಗಿದೆ. ಕೇಂದ್ರ ಸರ್ಕಾರ ಪೆಟ್ರೋಲ್, ಗ್ಯಾಸ್, ಸಾಮಾನ್ಯ ಬಳಕೆಯ ವಸ್ತುಗಳ ಬೆಲೆ ಏರಿಸಿದೆ. ರಾಜ್ಯ ಸರ್ಕಾರ ಕೂಡ ಹಾಲು, ಮೆಟ್ರೋ, ಬಸ್ ದರ ಏರಿಸಿದೆ. ಇದರ ವಿರುದ್ಧ ಪಕ್ಷ ಹೋರಾಟ ನಡೆಸಲಿದೆ. ಪತ್ರಿಕಾಗೋಷ್ಠಿಯಲ್ಲಿ ಪದಾಧಿಕಾರಿಗಳು ಉಪಸ್ಥಿತರಿದ್ದರು. [200, 91, 456, 155]
lead-text-3: ಹಾಗೂ ಶಿಕ್ಷಣ ಕ್ಷೇತ್ರದಲ್ಲಿ ಮಠ ಮಾಡುತ್ತಿರುವ ಸೇವೆ ಅಪಾರ. ಗ್ರಾಮೀಣ ಪ್ರದೇಶದ ಬಡ ಮಕ್ಕಳಿಗೆ ಶಿಕ್ಷಣ ನೀಡುವ ಮೂಲಕ ಮಠ ಸಮಾಜಕ್ಕೆ ಮಾದರಿಯಾಗಿದೆ ಎಂದು ಅತಿಥಿಗಳು ಹೇಳಿದರು. ಕಾರ್ಯಕ್ರಮದಲ್ಲಿ ವಿವಿಧ ಕ್ಷೇತ್ರದ ಸಾಧಕರನ್ನು ಸನ್ಮಾನಿಸಲಾಯಿತು. [494, 611, 630, 664]
vanniyar-text-3: ಶಿವಪಾರ್ವತಿಯರ ಬೆವರಿನಿಂದ ಉದ್ಭವಿಸಿದ ದೈವಿಶಕ್ತಿಯೇ ವನ್ನಿಯಸ್ವಾಮಿ ಎಂದು ವನ್ನಿಕುಲ ಕ್ಷತ್ರಿಯ ಸಮಾಜದ ರಾಜ್ಯಾಧ್ಯಕ್ಷ ಆರ್.ಶ್ರೀನಿವಾಸ್ ಹೇಳಿದರು. ಪಟ್ಟಣದಲ್ಲಿ ಆಯೋಜಿಸಿದ್ದ ಕಾರ್ಯಕ್ರಮದಲ್ಲಿ ಮಾತನಾಡಿದ ಅವರು, ಸಮಾಜ ಸಂಘಟಿತವಾಗಿ ಬೆಳೆಯಬೇಕು. ಶಿಕ್ಷಣಕ್ಕೆ ಹೆಚ್ಚಿನ ಒತ್ತು ನೀಡಬೇಕು. ರಾಜ್ಯದಲ್ಲಿ ಸಮಾಜದ ಜನರು ಆರ್ಥಿಕವಾಗಿ, ಸಾಮಾಜಿಕವಾಗಿ ಹಿಂದುಳಿದಿದ್ದಾರೆ. ಸರ್ಕಾರ ಸಮಾಜಕ್ಕೆ ಸೌಲಭ್ಯ ಕಲ್ಪಿಸಬೇಕು ಎಂದರು. ಸಮಾಜದ ಹಿರಿಯರು, ಯುವಕರು, ಮಹಿಳೆಯರು ಕಾರ್ಯಕ್ರಮದಲ್ಲಿ ಪಾಲ್ಗೊಂಡಿದ್ದರು. ಗಣಪತಿ ಬ್ಯಾಂಕ್ ಸಮಾಜದ ಜನರಿಗೆ ಆರ್ಥಿಕ ನೆರವು ನೀಡುತ್ತಿದೆ. ಸ್ವಸಹಾಯ ಸಂಘಗಳ ಮೂಲಕ ಮಹಿಳೆಯರು ಸ್ವಾವಲಂಬಿಗಳಾಗಬೇಕು. ಕಾರ್ಯಕ್ರಮದಲ್ಲಿ ಸಾಧಕರನ್ನು ಸನ್ಮಾನಿಸಲಾಯಿತು. [408, 1213, 534, 1376]
budget-text: ಪಟ್ಟಣದ ಪುರಸಭೆ ಸಭಾಂಗಣದಲ್ಲಿ ನಡೆದ ಬಜೆಟ್ ಸಭೆಯಲ್ಲಿ ಅಧ್ಯಕ್ಷರು 2025-26ನೇ ಸಾಲಿನ 39.17 ಕೋಟಿ ರೂ. ಉಳಿತಾಯ ಬಜೆಟ್ ಮಂಡಿಸಿದರು. ಪಟ್ಟಣದ ಅಭಿವೃದ್ಧಿಗೆ ಆದ್ಯತೆ ನೀಡಲಾಗಿದ್ದು, ರಸ್ತೆ, ಚರಂಡಿ, ಕುಡಿಯುವ ನೀರು, ಬೀದಿ ದೀಪ ವ್ಯವಸ್ಥೆಗೆ ಅನುದಾನ ಮೀಸಲಿಡಲಾಗಿದೆ. ಒಟ್ಟು ರೂ. 23,16,12,417 ಆದಾಯ ನಿರೀಕ್ಷಿಸಲಾಗಿದ್ದು, ರೂ. 23,16,12,417 ವೆಚ್ಚ ಅಂದಾಜಿಸಲಾಗಿದೆ. ಸ್ವಚ್ಛತೆ, ಘನತ್ಯಾಜ್ಯ ನಿರ್ವಹಣೆ, ಉದ್ಯಾನವನ ಅಭಿವೃದ್ಧಿಗೆ ವಿಶೇಷ ಗಮನ ಹರಿಸಲಾಗಿದೆ. ಸದಸ್ಯರು ಬಜೆಟ್ ಕುರಿತು ಚರ್ಚೆ ನಡೆಸಿ ಸಲಹೆ ನೀಡಿದರು. ಪುರಸಭೆ ಮುಖ್ಯಾಧಿಕಾರಿ, ಉಪಾಧ್ಯಕ್ಷರು, ಸದಸ್ಯರು ಉಪಸ್ಥಿತರಿದ್ದರು. ಪರಿಶಿಷ್ಟ ಜಾತಿ, ಪಂಗಡದ ಕಲ್ಯಾಣಕ್ಕೆ ಶೇ.24.10 ಅನುದಾನ ಮೀಸಲಿಡಲಾಗಿದೆ. ಅಂಗವಿಕಲರ ಕಲ್ಯಾಣಕ್ಕೆ ಶೇ.5 ಅನುದಾನ ಮೀಸಲು. [200, 787, 338, 950]
market-row: ಬೆಟ್ಟೆ - 42,669 - 54,689 [24, 171, 87, 178]
farmers-text-2: ರೈತರ ಜಮೀನುಗಳ ಸಮಸ್ಯೆಗಳನ್ನು ಬಗೆಹರಿಸದ ಕಂದಾಯ ಮತ್ತು ಅರಣ್ಯ ಇಲಾಖೆ ವಿರುದ್ಧ ಏ.15ರಂದು ಬೆಳಿಗ್ಗೆ 10ಕ್ಕೆ ಜಿಲ್ಲಾಧಿಕಾರಿ ಕಚೇರಿ ಎದುರು ಪ್ರತಿಭಟನೆ ನಡೆಸಲಾಗುವುದು ಎಂದು ರಾಜ್ಯ ರೈತ ಸಂಘದ ಜಿಲ್ಲಾಧ್ಯಕ್ಷರು ಹೇಳಿದರು. ಪತ್ರಿಕಾಗೋಷ್ಠಿಯಲ್ಲಿ ಮಾತನಾಡಿದ ಅವರು, ಬಗರ್ ಹುಕುಂ ಸಾಗುವಳಿದಾರರಿಗೆ ಹಕ್ಕುಪತ್ರ ನೀಡಬೇಕು. ಅರಣ್ಯ ಇಲಾಖೆ ಅಧಿಕಾರಿಗಳು ರೈತರಿಗೆ ಕಿರುಕುಳ ನೀಡುತ್ತಿದ್ದಾರೆ. 60-70 ವರ್ಷಗಳಿಂದ ಸಾಗುವಳಿ ಮಾಡುತ್ತಿರುವ ರೈತರನ್ನು ಒಕ್ಕಲೆಬ್ಬಿಸುವ ಪ್ರಯತ್ನ ನಡೆಯುತ್ತಿದೆ. ಸರ್ಕಾರ ತಕ್ಷಣ ಗಮನ ಹರಿಸಬೇಕು ಎಂದು ಆಗ್ರಹಿಸಿದರು. ನಿತ್ಯ ಸಂಕಷ್ಟ ಅನುಭವಿಸುತ್ತಿರುವ ರೈತರ ಪರವಾಗಿ ಸಂಘ ಹೋರಾಟ ಮುಂದುವರಿಸಲಿದೆ. ಸಂಘದ ಪದಾಧಿಕಾರಿಗಳು ಉಪಸ್ಥಿತರಿದ್ದರು. [582, 849, 808, 946]
raghunath-headline: ರಘುನಾಥ್ ಮತ್ತು ರಘುರಾಮ್‌ಗೆ ಬೆಂಬಲ ನೀಡಲು ಮನವಿ [506, 983, 784, 1001]
vanniyar-body-3 [408, 1212, 534, 1442]
lead-quote: ನಮ್ಮ ಭಾರತಕ್ಕೆ ತನ್ನದೇ ಆದ ಭವ್ಯ ಇತಿಹಾಸವಿದೆ. ಶ್ರೀಗಳ ಮಾರ್ಗದರ್ಶನದಲ್ಲಿ ನಾವು ಇಡೀ ಸಮಾಜ ಸುಸ್ಥಿತಿಯಲ್ಲಿ ನಡೆಯುತ್ತಿದೆ. [520, 487, 629, 515]
sidebar-story4-body [24, 818, 186, 1128]
sidebar-rule [24, 470, 186, 471]
masthead-city-small: ಶಿವಮೊಗ್ಗ [28, 26, 56, 36]
page-number: 02 [868, 35, 896, 59]
cmyk-dot [584, 1458, 593, 1467]
cmyk-marks-far-right [836, 1452, 884, 1471]
section-rule [198, 730, 928, 732]
sanmana-photo [346, 358, 630, 478]
brahmin-headline: ಬ್ರಾಹ್ಮಣರು ವೇದಾಧ್ಯಯನ ಮೂಲಕ ಸಂಸ್ಕೃತಿ ಬೆಳೆಸಿಕೊಳ್ಳುವುದು ಅಗತ್ಯ [646, 309, 884, 349]
cmyk-dot [848, 1458, 857, 1467]
